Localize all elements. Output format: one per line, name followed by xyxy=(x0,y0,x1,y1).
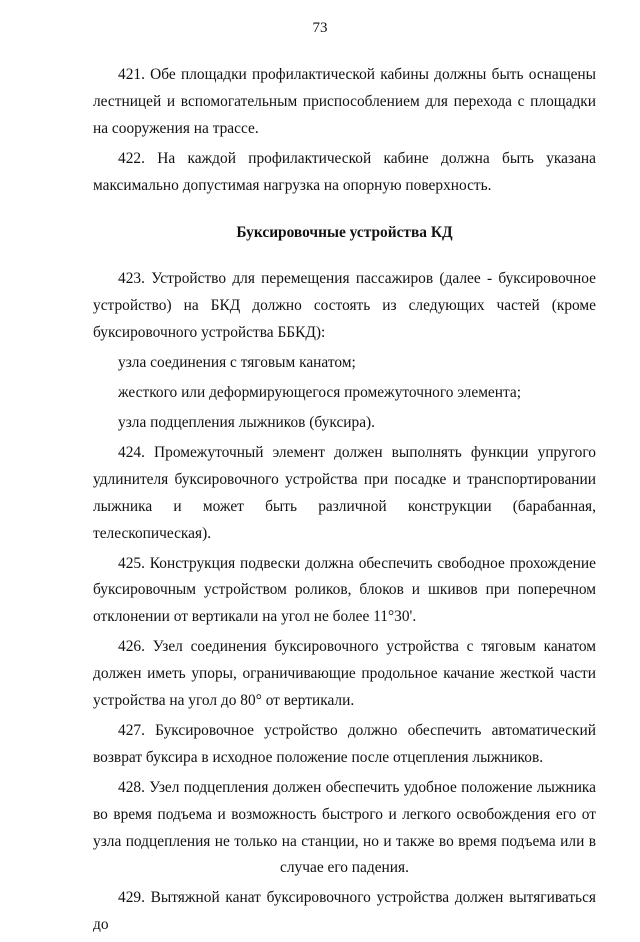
paragraph-426: 426. Узел соединения буксировочного устройства с тяговым канатом должен иметь упоры, ограничивающие продольное качание жесткой части устройства на угол до 80° от вертикали. xyxy=(93,638,596,710)
body-text xyxy=(93,62,596,942)
paragraph-427: 427. Буксировочное устройство должно обеспечить автоматический возврат буксира в исходное положение после отцепления лыжников. xyxy=(93,721,596,766)
section-heading: Буксировочные устройства КД xyxy=(236,223,453,241)
paragraph-425: 425. Конструкция подвески должна обеспечить свободное прохождение буксировочным устройством роликов, блоков и шкивов при поперечном отклонении от вертикали на угол не более 11°30'. xyxy=(93,554,596,626)
paragraph-421: 421. Обе площадки профилактической кабины должны быть оснащены лестницей и вспомогательным приспособлением для перехода с площадки на сооружения на трассе. xyxy=(93,66,596,137)
paragraph-422: 422. На каждой профилактической кабине должна быть указана максимально допустимая нагрузка на опорную поверхность. xyxy=(93,149,596,194)
list-item: узла соединения с тяговым канатом; xyxy=(118,354,356,372)
list-item: жесткого или деформирующегося промежуточного элемента; xyxy=(118,384,522,402)
paragraph-429: 429. Вытяжной канат буксировочного устройства должен вытягиваться до xyxy=(93,889,596,934)
paragraph-428: 428. Узел подцепления должен обеспечить удобное положение лыжника во время подъема и возможность быстрого и легкого освобождения его от узла подцепления не только на станции, но и также во время подъема или в случае его падения. xyxy=(93,778,596,877)
list-item: узла подцепления лыжников (буксира). xyxy=(118,413,376,431)
page-number: 73 xyxy=(312,20,328,36)
paragraph-423: 423. Устройство для перемещения пассажиров (далее - буксировочное устройство) на БКД должно состоять из следующих частей (кроме буксировочного устройства ББКД): xyxy=(93,270,596,342)
paragraph-424: 424. Промежуточный элемент должен выполнять функции упругого удлинителя буксировочного устройства при посадке и транспортировании лыжника и может быть различной конструкции (барабанная, телескопическая). xyxy=(93,443,596,542)
